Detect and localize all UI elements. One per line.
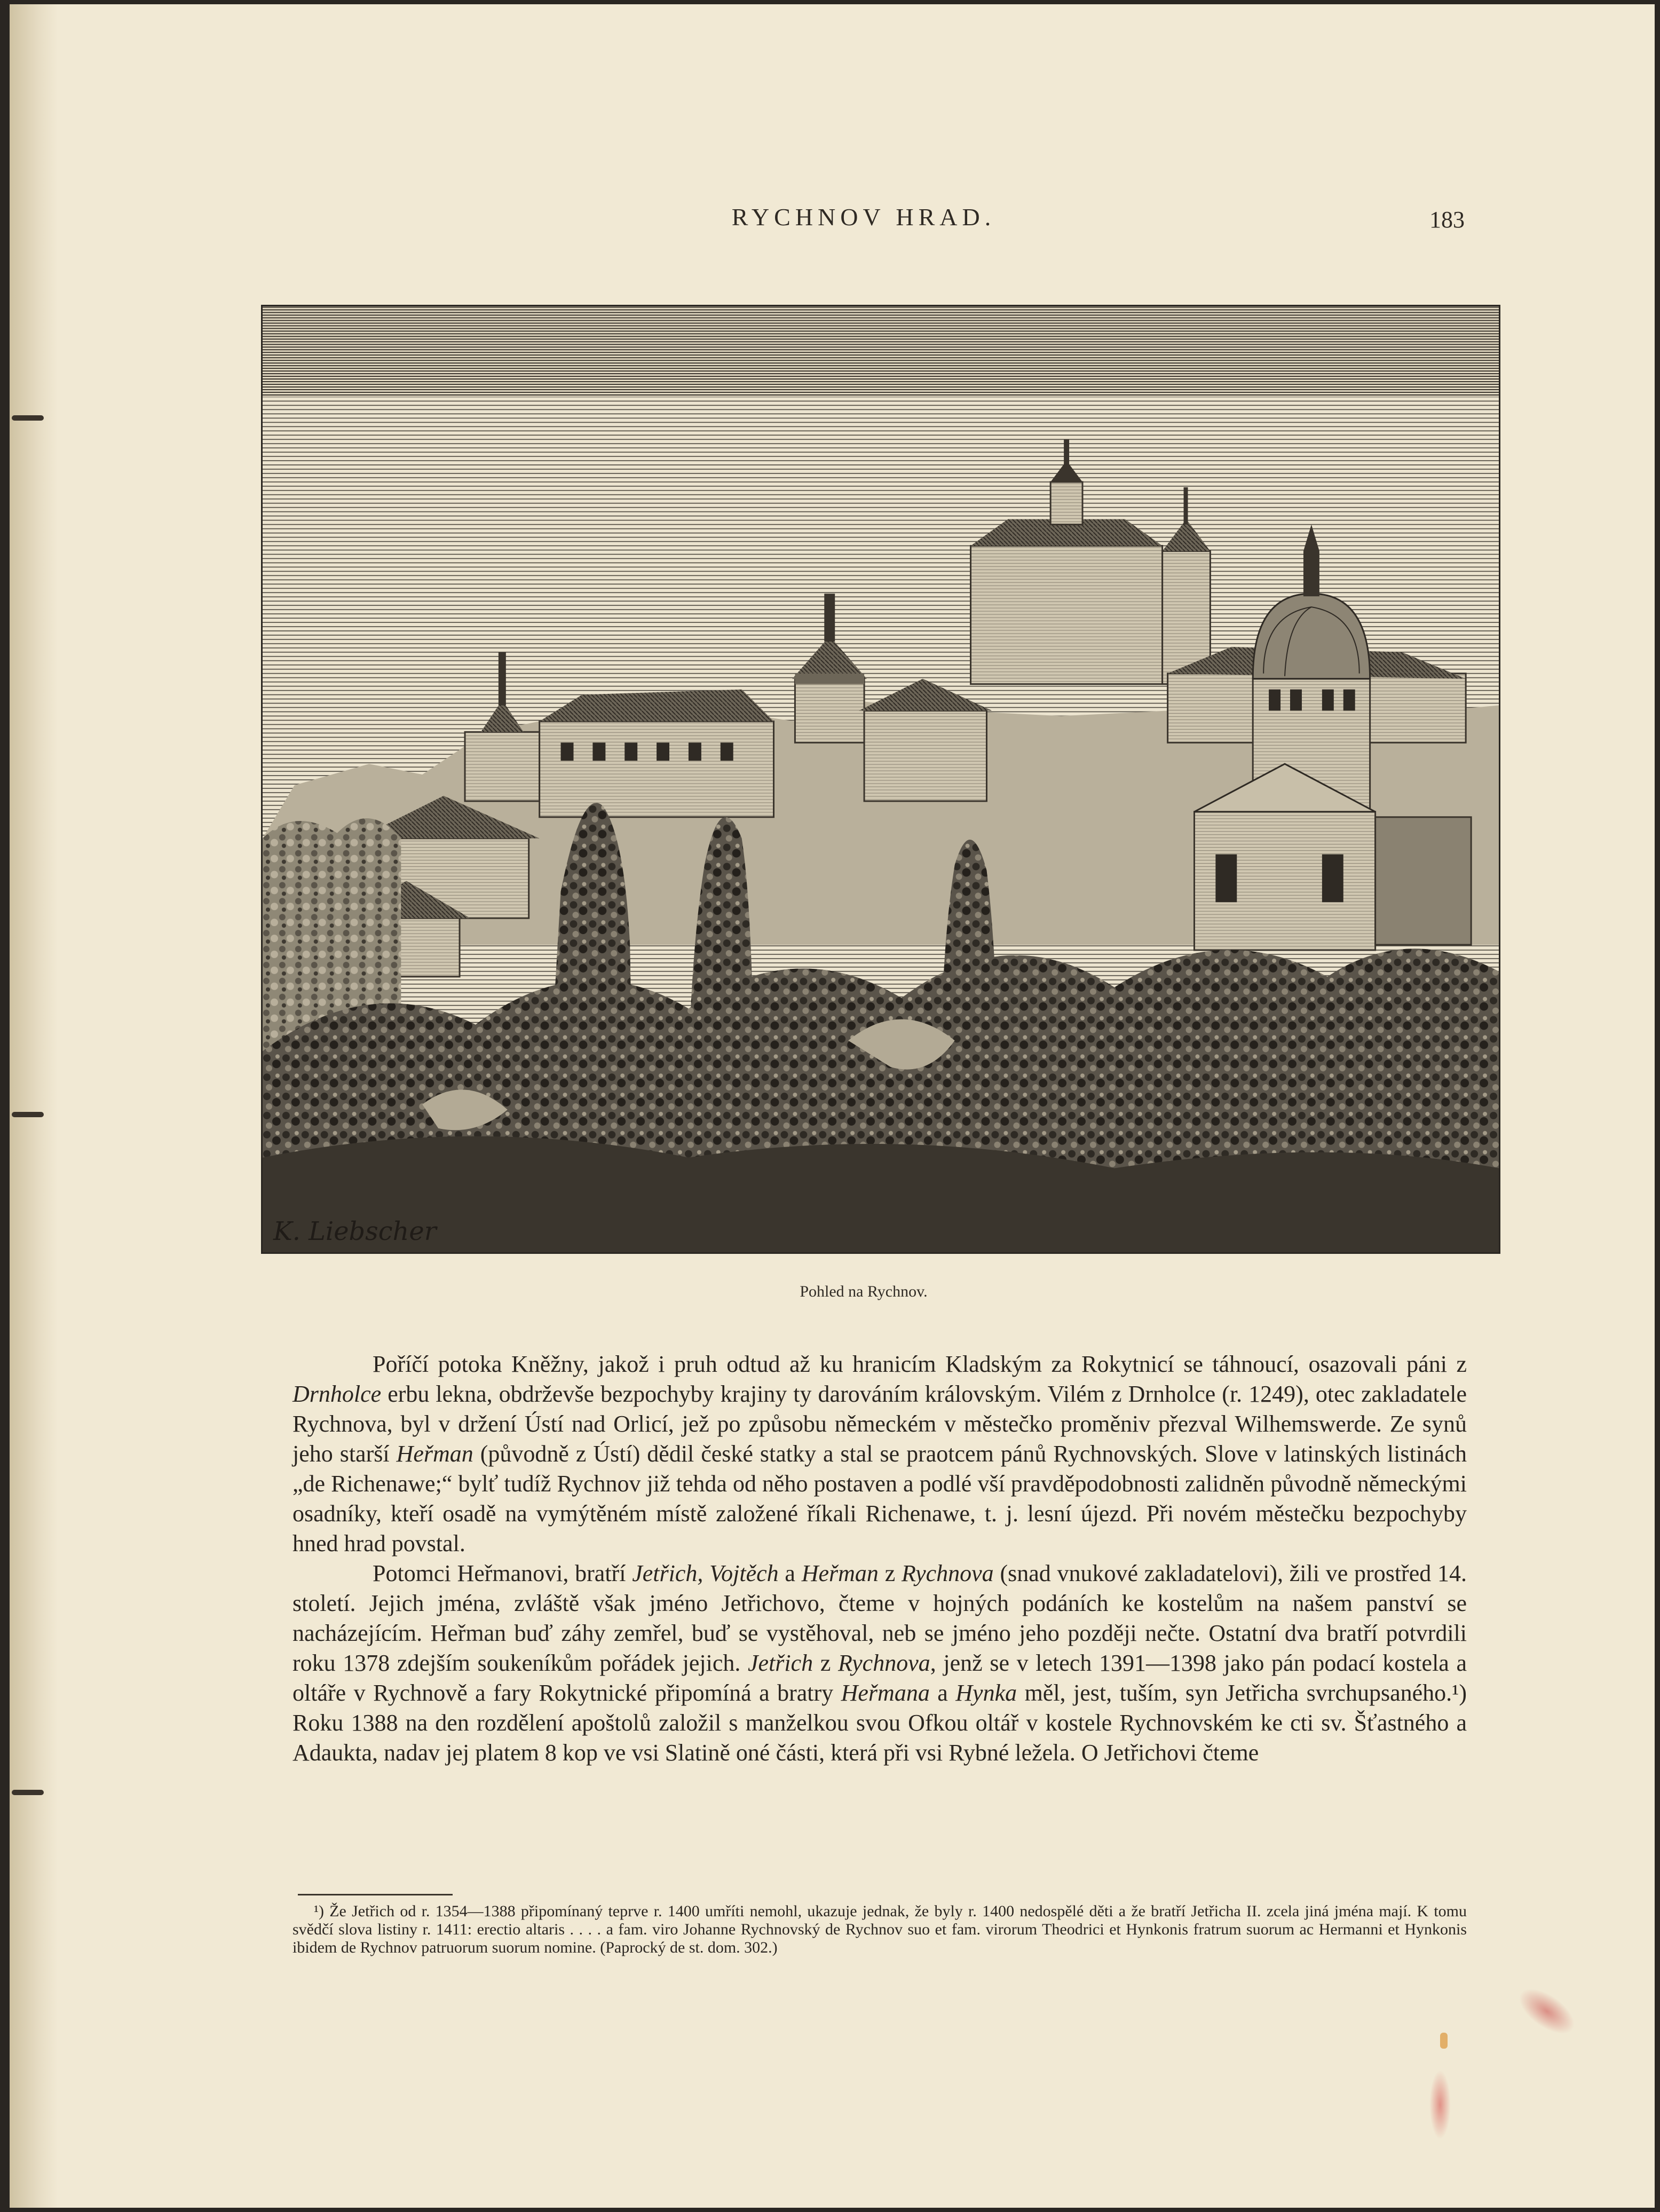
binding-mark [12,1112,44,1117]
binding-mark [12,1790,44,1795]
illustration-caption: Pohled na Rychnov. [800,1283,928,1300]
footnote-divider [298,1894,453,1895]
sky-top [263,306,1499,397]
body-paragraph-2: Potomci Heřmanovi, bratří Jetřich, Vojtěch a Heřman z Rychnova (snad vnukové zakladatelovi), žili ve prostřed 14. století. Jejich jména, zvláště však jméno Jetřichovo, čteme v hojných podáních ke kostelům na našem panství se nacházejícím. Heřman buď záhy zemřel, buď se vystěhoval, neb se jméno jeho později nečte. Ostatní dva bratří potvrdili roku 1378 zdejším soukeníkům pořádek jejich. Jetřich z Rychnova, jenž se v letech 1391—1398 jako pán podací kostela a oltáře v Rychnově a fary Rokytnické připomíná a bratry Heřmana a Hynka měl, jest, tuším, syn Jetřicha svrchupsaného.¹) Roku 1388 na den rozdělení apoštolů založil s manželkou svou Ofkou oltář v kostele Rychnovském ke cti sv. Šťastného a Adaukta, nadav jej platem 8 kop ve vsi Slatině oné části, která při vsi Rybné ležela. O Jetřichovi čteme [293,1560,1467,1766]
binding-mark [12,415,44,421]
paper-stain [1512,1980,1583,2043]
engraving-view-of-rychnov [261,305,1500,1254]
castle-tower [795,679,864,743]
body-paragraph-1: Poříčí potoka Kněžny, jakož i pruh odtud až ku hranicím Kladským za Rokytnicí se táhnoucí, osazovali páni z Drnholce erbu lekna, obdrževše bezpochyby krajiny ty darováním královským. Vilém z Drnholce (r. 1249), otec zakladatele Rychnova, byl v držení Ústí nad Orlicí, jež po způsobu německém v městečko proměniv přezval Wilhemswerde. Ze synů jeho starší Heřman (původně z Ústí) dědil české statky a stal se praotcem pánů Rychnovských. Slove v latinských listinách „de Richenawe;“ bylť tudíž Rychnov již tehda od něho postaven a podlé vší pravděpodobnosti zalidněn původně německými osadníky, kteří osadě na vymýtěném místě založené říkali Richenawe, t. j. lesní újezd. Při novém městečku bezpochyby hned hrad povstal. [293,1351,1467,1557]
baroque-church [971,546,1163,684]
paper-stain [1429,2070,1451,2139]
left-church [465,732,540,801]
engraving-svg [263,306,1499,1252]
book-page [10,4,1655,2208]
body-text [293,1349,1467,1768]
page-number: 183 [1429,207,1465,233]
footnote-1: ¹) Že Jetřich od r. 1354—1388 připomínaný teprve r. 1400 umříti nemohl, ukazuje jednak, že byly r. 1400 nedospělé děti a že bratří Jetřicha II. zcela jiná jména mají. K tomu svědčí slova listiny r. 1411: erectio altaris . . . . a fam. viro Johanne Rychnovský de Rychnov suo et fam. virorum Theodrici et Hynkonis fratrum suorum ac Hermanni et Hynkonis ibidem de Rychnov patruorum suorum nomine. (Paprocký de st. dom. 302.) [293,1902,1467,1956]
footnotes [293,1902,1467,1957]
running-header: RYCHNOV HRAD. [731,203,996,231]
castle-building [540,721,774,817]
artist-signature: K. Liebscher [273,1217,437,1247]
page-gutter-shadow [10,4,58,2208]
paper-stain [1440,2033,1448,2049]
